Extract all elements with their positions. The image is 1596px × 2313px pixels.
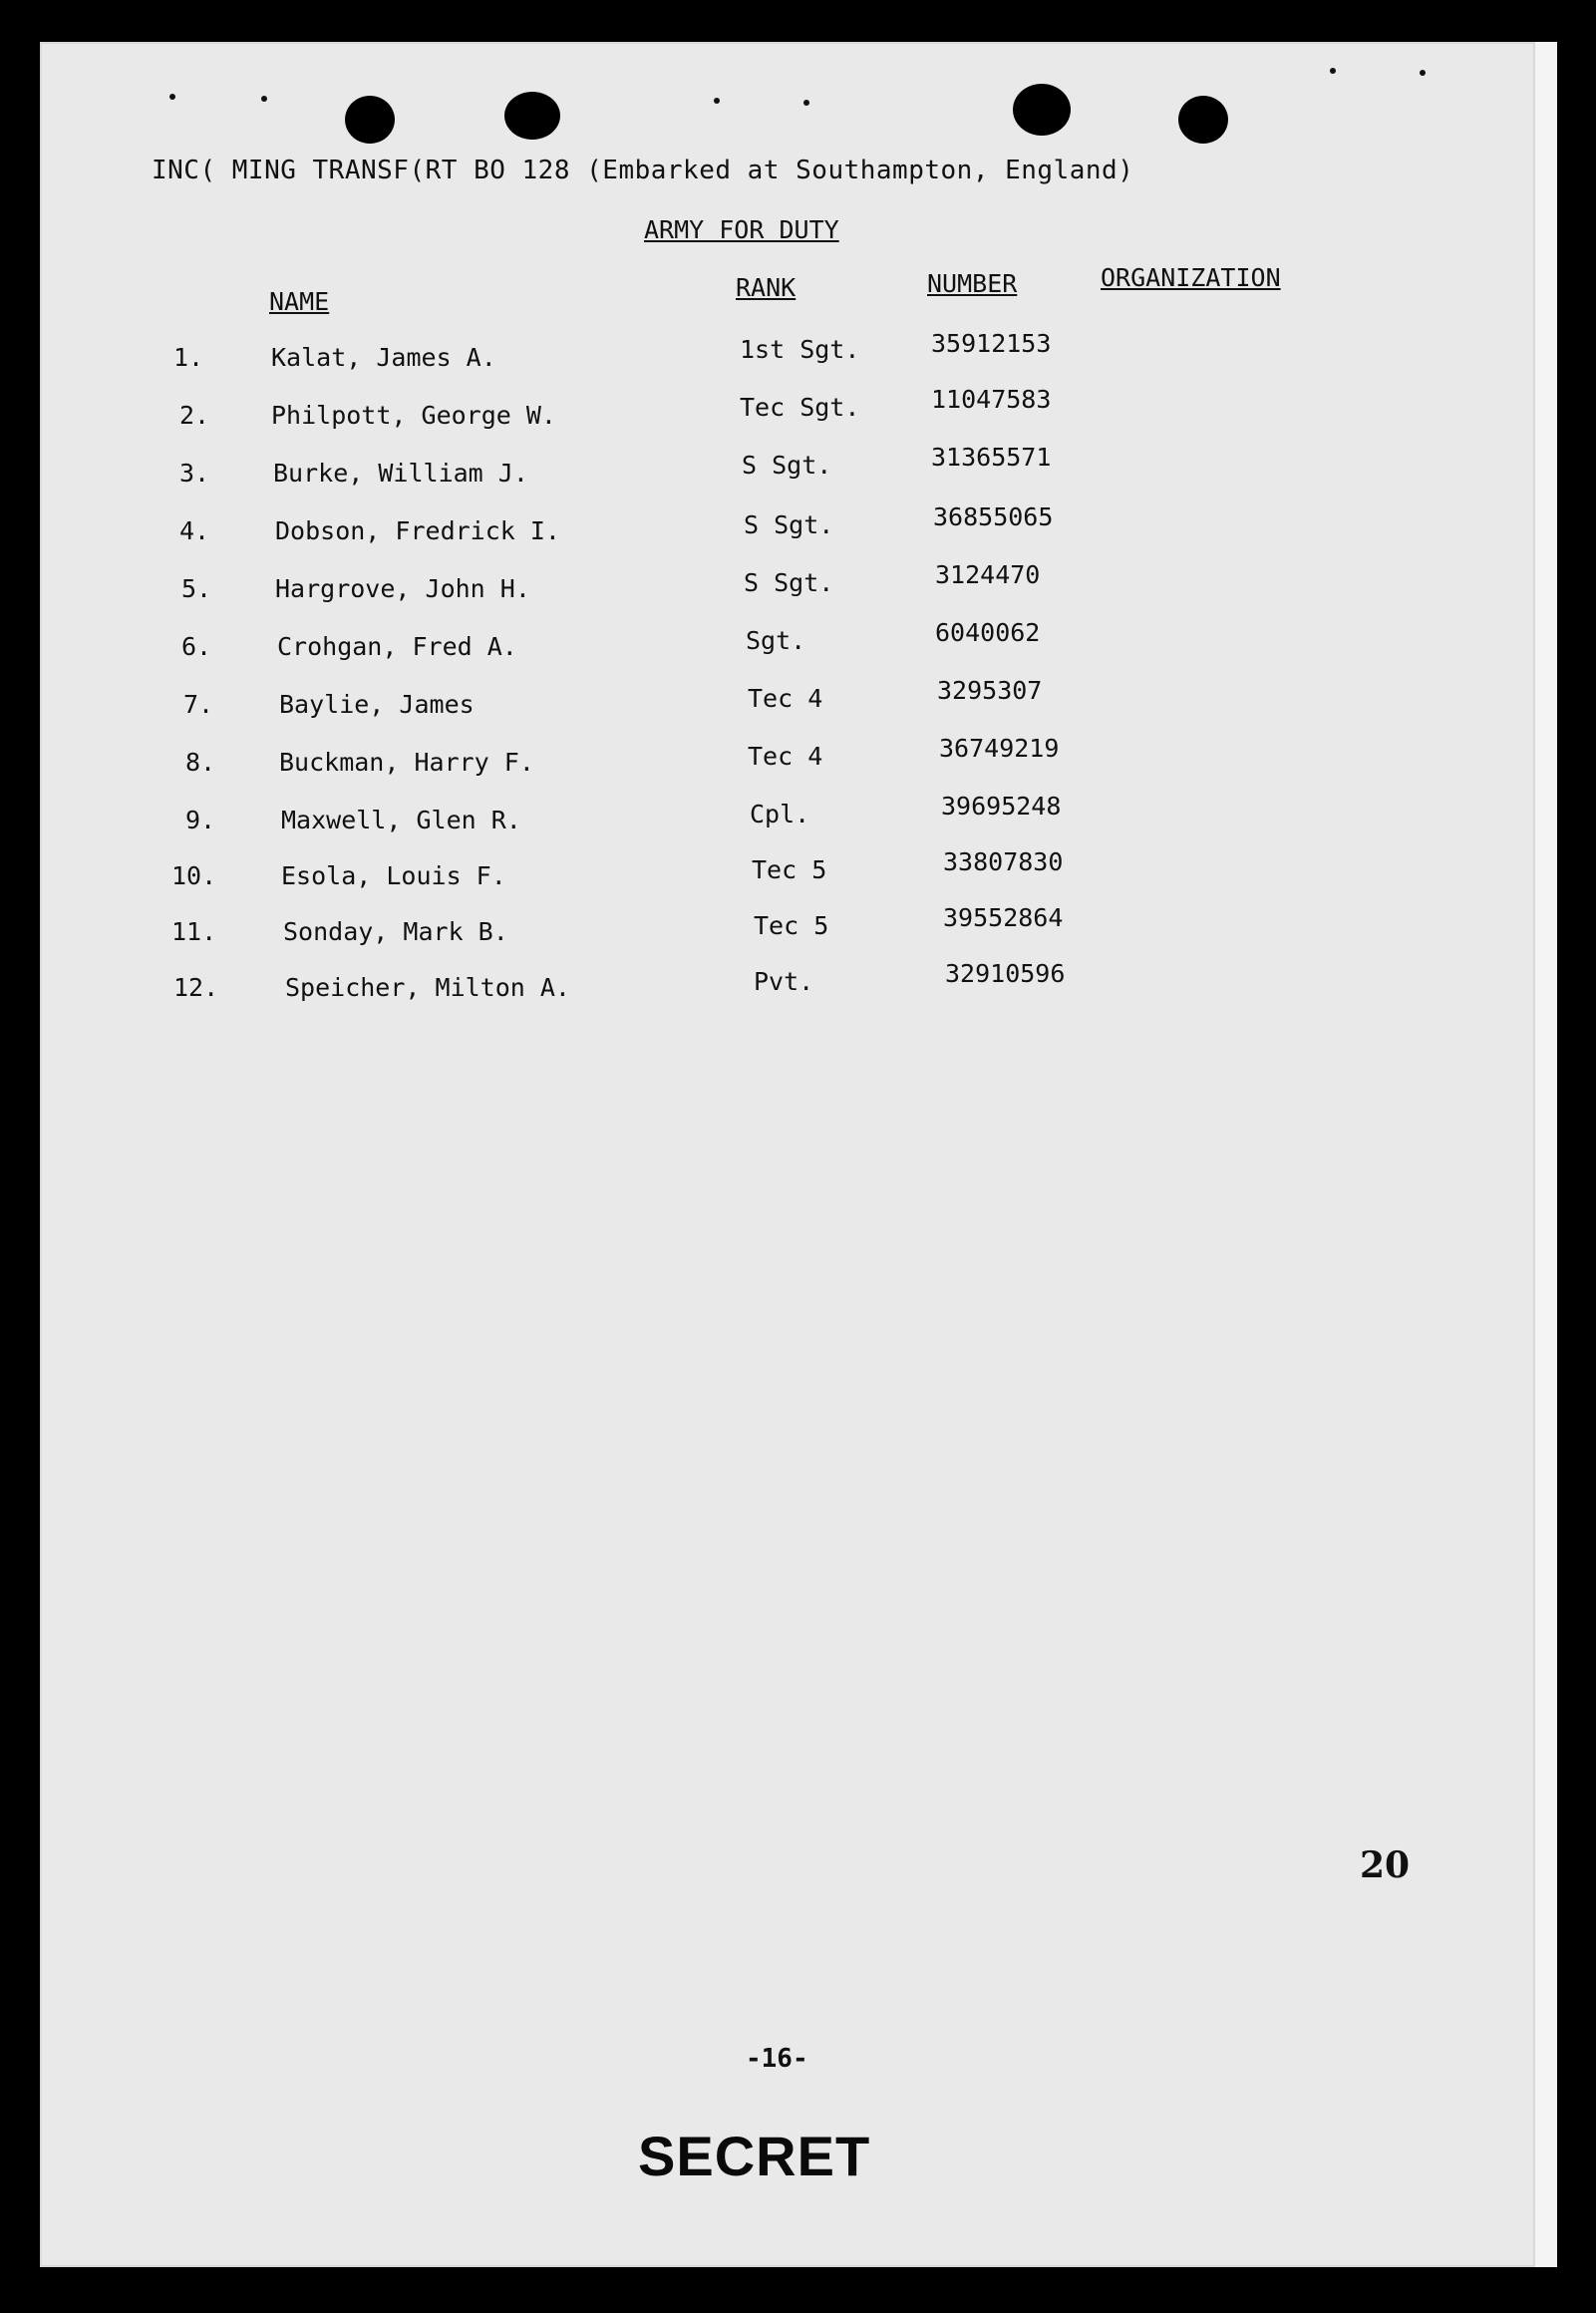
row-rank: S Sgt. (744, 568, 834, 597)
row-name: Dobson, Fredrick I. (275, 516, 560, 545)
row-name: Crohgan, Fred A. (277, 632, 517, 661)
table-row (0, 329, 1495, 393)
row-index: 1. (173, 343, 204, 372)
table-row (0, 443, 1495, 508)
row-index: 12. (173, 973, 219, 1002)
row-index: 10. (171, 861, 217, 890)
row-name: Buckman, Harry F. (279, 748, 534, 777)
page-number: -16- (746, 2044, 808, 2074)
row-index: 6. (181, 632, 212, 661)
row-rank: Pvt. (754, 967, 814, 996)
row-rank: 1st Sgt. (740, 335, 860, 364)
table-row (0, 792, 1495, 855)
table-row (0, 676, 1495, 740)
folio-number: 20 (1360, 1844, 1411, 1886)
row-name: Hargrove, John H. (275, 574, 530, 603)
speck (261, 96, 267, 102)
row-rank: Sgt. (746, 626, 806, 655)
punch-hole (1178, 96, 1228, 144)
row-rank: Tec 4 (748, 684, 823, 713)
row-rank: Tec 5 (754, 911, 829, 940)
row-number: 11047583 (931, 385, 1052, 414)
table-row (0, 560, 1495, 624)
row-index: 8. (185, 748, 216, 777)
row-number: 3295307 (937, 676, 1043, 705)
speck (714, 98, 720, 104)
row-rank: S Sgt. (742, 451, 832, 480)
speck (1420, 70, 1426, 76)
row-number: 39695248 (941, 792, 1062, 821)
column-header-organization: ORGANIZATION (1101, 263, 1281, 292)
table-row (0, 959, 1495, 1023)
table-row (0, 618, 1495, 682)
row-name: Maxwell, Glen R. (281, 806, 521, 834)
table-row (0, 734, 1495, 798)
document-heading: INC( MING TRANSF(RT BO 128 (Embarked at Southampton, England) (152, 156, 1134, 185)
table-row (0, 385, 1495, 451)
row-index: 4. (179, 516, 210, 545)
row-number: 3124470 (935, 560, 1041, 589)
row-rank: Tec 5 (752, 855, 827, 884)
row-rank: Tec 4 (748, 742, 823, 771)
section-heading: ARMY FOR DUTY (644, 215, 839, 244)
row-name: Sonday, Mark B. (283, 917, 508, 946)
column-header-number: NUMBER (927, 269, 1018, 298)
row-name: Kalat, James A. (271, 343, 496, 372)
row-rank: S Sgt. (744, 510, 834, 539)
row-number: 6040062 (935, 618, 1041, 647)
row-number: 31365571 (931, 443, 1052, 472)
row-number: 33807830 (943, 847, 1064, 876)
page-edge (1535, 42, 1557, 2267)
row-name: Speicher, Milton A. (285, 973, 570, 1002)
punch-hole (504, 92, 560, 140)
row-index: 7. (183, 690, 214, 719)
row-rank: Tec Sgt. (740, 393, 860, 422)
row-number: 35912153 (931, 329, 1052, 358)
row-rank: Cpl. (750, 800, 810, 828)
speck (169, 94, 175, 100)
row-number: 36855065 (933, 502, 1054, 531)
column-header-rank: RANK (736, 273, 797, 302)
table-row (0, 903, 1495, 967)
speck (803, 100, 809, 106)
row-name: Burke, William J. (273, 459, 528, 488)
speck (1330, 68, 1336, 74)
row-number: 39552864 (943, 903, 1064, 932)
row-name: Philpott, George W. (271, 401, 556, 430)
row-index: 3. (179, 459, 210, 488)
row-index: 9. (185, 806, 216, 834)
row-number: 32910596 (945, 959, 1066, 988)
table-row (0, 502, 1495, 566)
row-index: 2. (179, 401, 210, 430)
row-index: 5. (181, 574, 212, 603)
row-name: Baylie, James (279, 690, 475, 719)
classification-stamp: SECRET (638, 2125, 871, 2187)
row-number: 36749219 (939, 734, 1060, 763)
punch-hole (1013, 84, 1071, 136)
punch-hole (345, 96, 395, 144)
row-index: 11. (171, 917, 217, 946)
column-header-name: NAME (269, 287, 330, 316)
table-row (0, 847, 1495, 911)
row-name: Esola, Louis F. (281, 861, 506, 890)
